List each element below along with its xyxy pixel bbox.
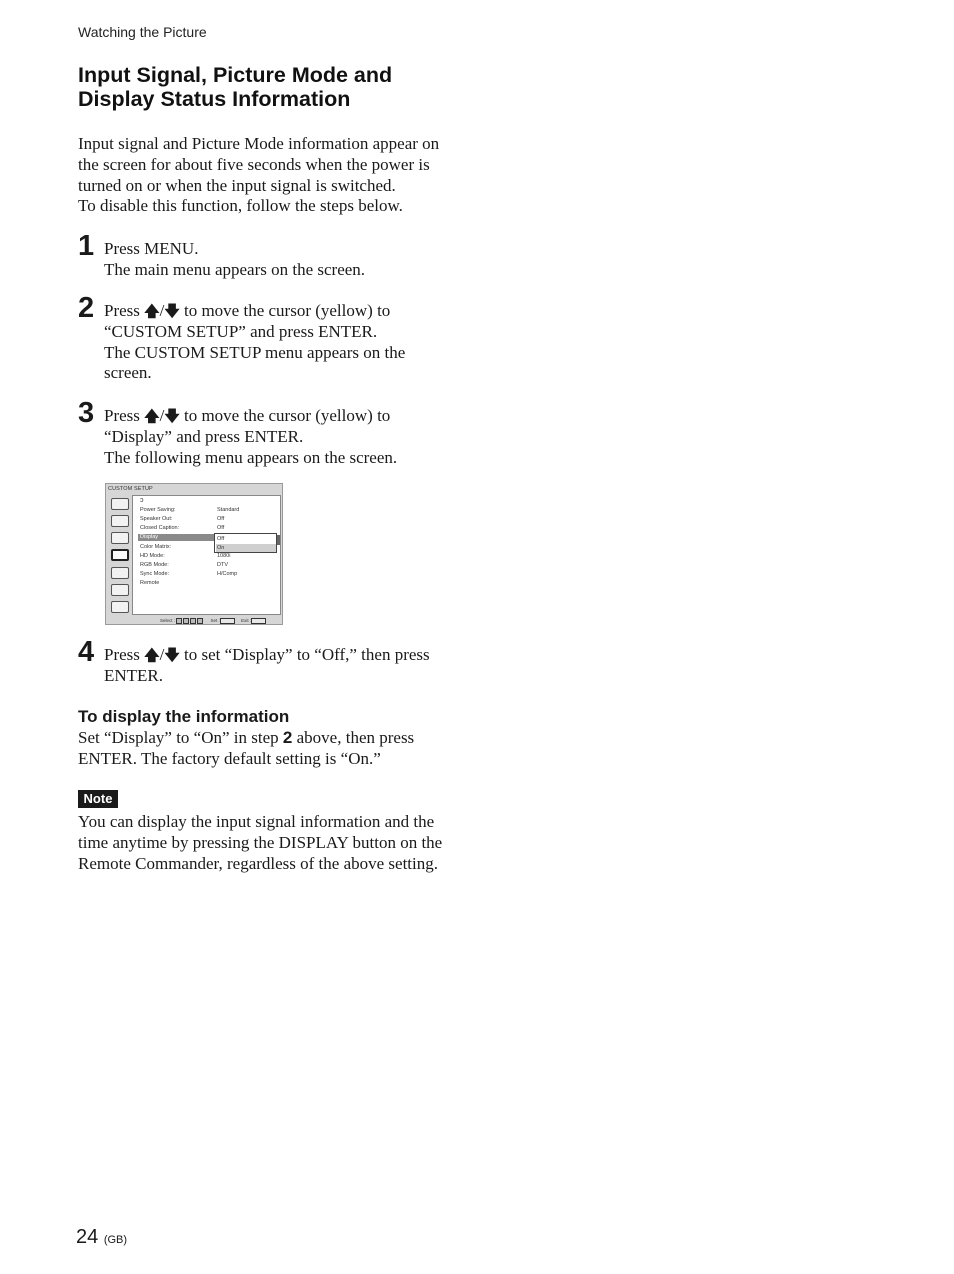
up-arrow-icon: 🡅 bbox=[144, 407, 160, 425]
menu-footer bbox=[160, 617, 282, 624]
step-number: 2 bbox=[78, 292, 95, 324]
menu-row-label-highlighted: Display bbox=[138, 534, 215, 541]
step-text: to move the cursor (yellow) to bbox=[179, 406, 391, 425]
note-line: You can display the input signal information and the bbox=[78, 812, 435, 831]
menu-title: CUSTOM SETUP bbox=[108, 486, 153, 492]
page-title bbox=[78, 64, 498, 111]
menu-row-value: DTV bbox=[217, 562, 228, 568]
running-header: Watching the Picture bbox=[78, 24, 207, 40]
down-arrow-icon: 🡇 bbox=[164, 407, 180, 425]
menu-panel bbox=[132, 495, 281, 615]
menu-icon-sidebar bbox=[108, 494, 132, 616]
note-badge: Note bbox=[78, 790, 118, 808]
intro-paragraph bbox=[78, 134, 478, 217]
step-line bbox=[104, 301, 474, 322]
menu-row-label: RGB Mode: bbox=[140, 562, 169, 568]
note-line: Remote Commander, regardless of the above setting. bbox=[78, 853, 438, 873]
step-number: 4 bbox=[78, 636, 95, 668]
custom-setup-menu-icon bbox=[111, 549, 129, 561]
dropdown-option-selected: On bbox=[216, 544, 276, 552]
up-button-icon bbox=[176, 618, 182, 624]
menu-row-value: H/Comp bbox=[217, 571, 238, 577]
step-reference: 2 bbox=[282, 728, 293, 747]
step-line: The main menu appears on the screen. bbox=[104, 259, 366, 279]
page-number bbox=[76, 1226, 127, 1249]
step-line: Press MENU. bbox=[104, 239, 199, 258]
intro-line: the screen for about five seconds when the power is bbox=[78, 154, 430, 174]
note-line: time anytime by pressing the DISPLAY button on the bbox=[78, 832, 443, 852]
step-body bbox=[104, 645, 474, 687]
step-text: Press bbox=[104, 301, 145, 320]
note-paragraph bbox=[78, 812, 470, 874]
step-line: screen. bbox=[104, 363, 152, 383]
left-button-icon bbox=[190, 618, 196, 624]
footer-set-label: Set : bbox=[210, 618, 220, 623]
up-arrow-icon: 🡅 bbox=[144, 302, 160, 320]
menu-row-label: Color Matrix: bbox=[140, 544, 172, 550]
step-body bbox=[104, 239, 474, 281]
page-number-value: 24 bbox=[76, 1226, 99, 1248]
region-code: (GB) bbox=[103, 1234, 128, 1246]
menu-row-label: Remote bbox=[140, 580, 160, 586]
intro-line: Input signal and Picture Mode information appear on bbox=[78, 134, 440, 153]
picture-menu-icon bbox=[111, 498, 129, 510]
enter-key-icon bbox=[220, 618, 235, 624]
menu-row-label: Power Saving: bbox=[140, 507, 176, 513]
step-line bbox=[104, 645, 474, 666]
timer-menu-icon bbox=[111, 584, 129, 596]
paragraph-text: Set “Display” to “On” in step bbox=[78, 728, 283, 747]
down-button-icon bbox=[183, 618, 189, 624]
step-number: 3 bbox=[78, 397, 95, 429]
menu-row-value: Off bbox=[217, 516, 225, 522]
footer-select-label: Select : bbox=[160, 618, 176, 623]
display-dropdown bbox=[214, 533, 277, 553]
intro-line: To disable this function, follow the steps below. bbox=[78, 196, 403, 216]
menu-row-label: Speaker Out: bbox=[140, 516, 173, 522]
step-text: to move the cursor (yellow) to bbox=[179, 301, 391, 320]
step-text: Press bbox=[104, 406, 145, 425]
menu-row-label: HD Mode: bbox=[140, 553, 165, 559]
step-body bbox=[104, 301, 474, 384]
dropdown-scrollbar bbox=[277, 535, 280, 545]
title-line-2: Display Status Information bbox=[78, 86, 351, 111]
menu-row-value: Off bbox=[217, 525, 225, 531]
step-text: Press bbox=[104, 645, 145, 664]
intro-line: turned on or when the input signal is switched. bbox=[78, 175, 396, 195]
channel-menu-icon bbox=[111, 567, 129, 579]
paragraph-line bbox=[78, 728, 468, 749]
slash: / bbox=[159, 406, 165, 425]
menu-row-label: Sync Mode: bbox=[140, 571, 170, 577]
paragraph-text: above, then press bbox=[292, 728, 415, 747]
step-line: The CUSTOM SETUP menu appears on the bbox=[104, 342, 406, 362]
footer-exit-label: Exit : bbox=[241, 618, 252, 623]
title-line-1: Input Signal, Picture Mode and bbox=[78, 63, 393, 87]
menu-row-label: Closed Caption: bbox=[140, 525, 180, 531]
step-text: to set “Display” to “Off,” then press bbox=[179, 645, 430, 664]
menu-key-icon bbox=[251, 618, 266, 624]
step-line: “Display” and press ENTER. bbox=[104, 426, 304, 446]
dropdown-option: Off bbox=[217, 536, 225, 542]
section-subheading: To display the information bbox=[78, 707, 290, 726]
menu-row-value: 1080i bbox=[217, 553, 231, 559]
paragraph-line: ENTER. The factory default setting is “On.” bbox=[78, 748, 381, 768]
down-arrow-icon: 🡇 bbox=[164, 646, 180, 664]
slash: / bbox=[159, 301, 165, 320]
screen-menu-icon bbox=[111, 532, 129, 544]
custom-setup-menu-screenshot bbox=[105, 483, 283, 625]
slash: / bbox=[159, 645, 165, 664]
menu-row-value: Standard bbox=[217, 507, 240, 513]
step-line: “CUSTOM SETUP” and press ENTER. bbox=[104, 321, 378, 341]
step-line: The following menu appears on the screen. bbox=[104, 447, 398, 467]
down-arrow-icon: 🡇 bbox=[164, 302, 180, 320]
step-body bbox=[104, 406, 474, 468]
step-line bbox=[104, 406, 474, 427]
step-number: 1 bbox=[78, 230, 95, 262]
sound-menu-icon bbox=[111, 515, 129, 527]
right-button-icon bbox=[197, 618, 203, 624]
language-menu-icon bbox=[111, 601, 129, 613]
up-arrow-icon: 🡅 bbox=[144, 646, 160, 664]
return-icon: ↄ bbox=[140, 497, 144, 504]
step-line: ENTER. bbox=[104, 665, 164, 685]
display-info-paragraph bbox=[78, 728, 468, 770]
